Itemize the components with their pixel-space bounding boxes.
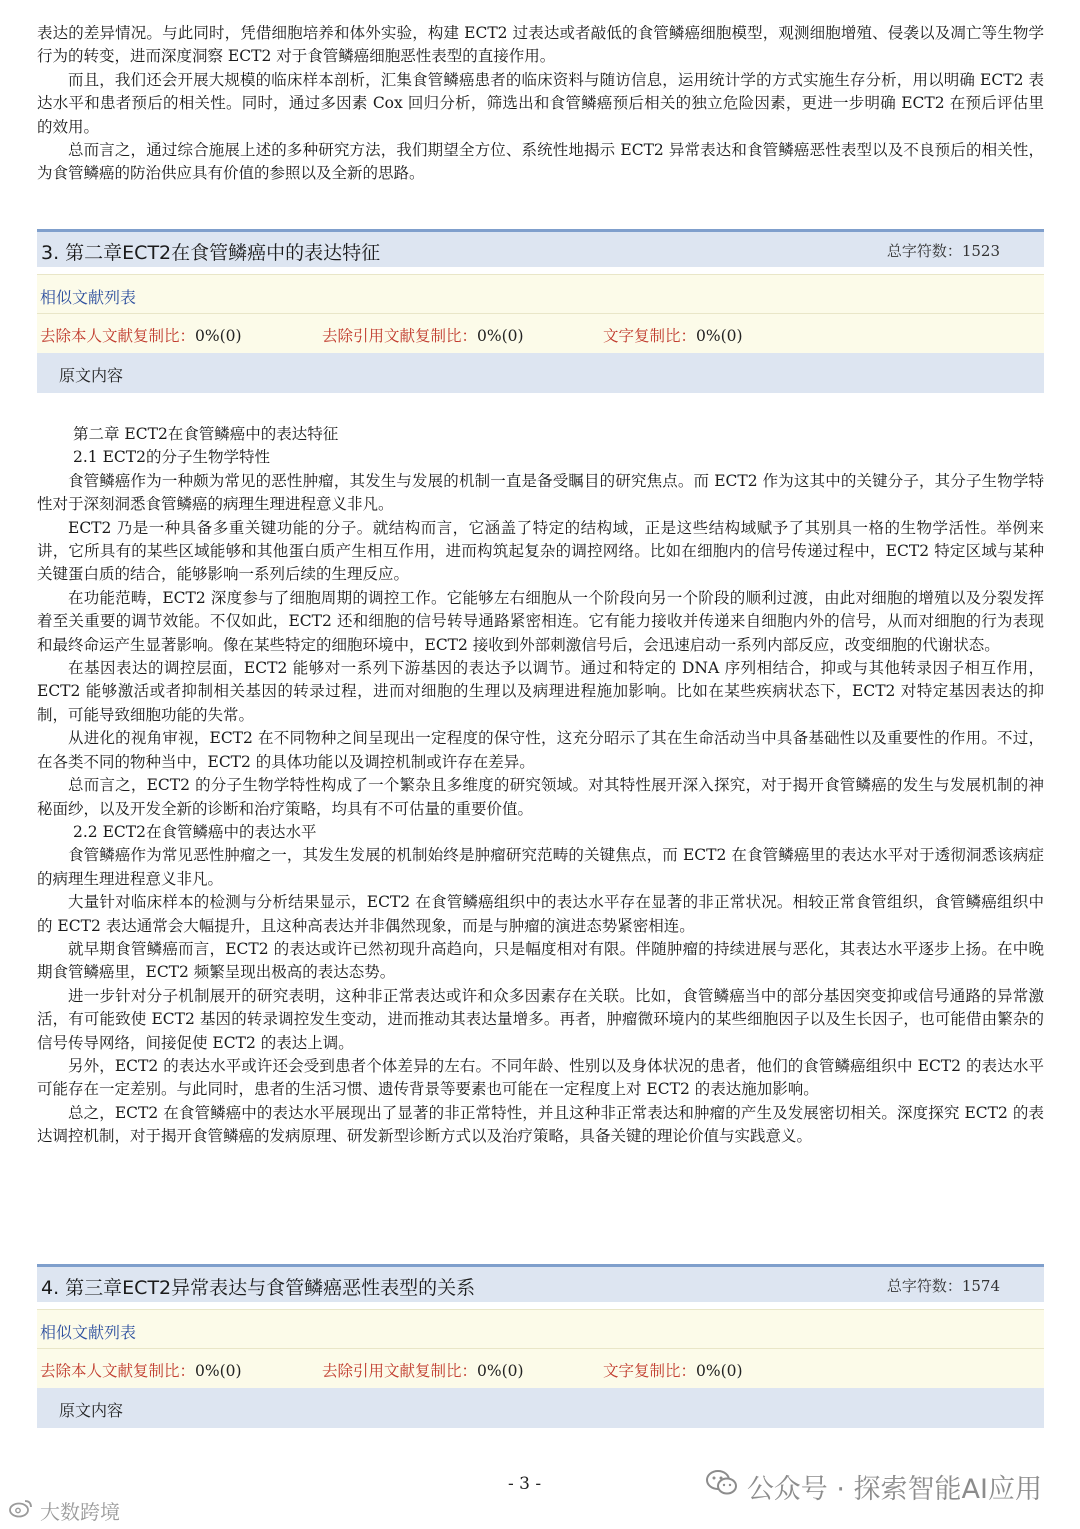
watermark-left-text: 大数跨境 bbox=[40, 1500, 120, 1524]
intro-paragraph: 总而言之，通过综合施展上述的多种研究方法，我们期望全方位、系统性地揭示 ECT2 异常表达和食管鳞癌恶性表型以及不良预后的相关性，为食管鳞癌的防治供应具有价值的参照以及全新的思路。 bbox=[37, 141, 1044, 183]
section-title: 4. 第三章ECT2异常表达与食管鳞癌恶性表型的关系 bbox=[41, 1277, 476, 1299]
similar-docs-row bbox=[37, 1309, 1044, 1349]
ratio-cited: 去除引用文献复制比：0%(0) bbox=[322, 327, 524, 345]
body-paragraph: 大量针对临床样本的检测与分析结果显示，ECT2 在食管鳞癌组织中的表达水平存在显著的非正常状况。相较正常食管组织，食管鳞癌组织中的 ECT2 表达通常会大幅提升，且这种高表达并非偶然现象，而是与肿瘤的演进态势紧密相连。 bbox=[37, 893, 1044, 935]
section-char-count: 总字符数：1523 bbox=[886, 242, 1000, 260]
ratio-row bbox=[37, 313, 1044, 353]
body-paragraph: 食管鳞癌作为一种颇为常见的恶性肿瘤，其发生与发展的机制一直是备受瞩目的研究焦点。而 ECT2 作为这其中的关键分子，其分子生物学特性对于深刻洞悉食管鳞癌的病理生理进程意义非凡。 bbox=[37, 471, 1044, 514]
original-content-row bbox=[37, 353, 1044, 393]
body-paragraph: 就早期食管鳞癌而言，ECT2 的表达或许已然初现升高趋向，只是幅度相对有限。伴随肿瘤的持续进展与恶化，其表达水平逐步上扬。在中晚期食管鳞癌里，ECT2 频繁呈现出极高的表达态势。 bbox=[37, 939, 1044, 982]
body-paragraph: 进一步针对分子机制展开的研究表明，这种非正常表达或许和众多因素存在关联。比如，食管鳞癌当中的部分基因突变抑或信号通路的异常激活，有可能致使 ECT2 基因的转录调控发生变动，进而推动其表达量增多。再者，肿瘤微环境内的某些细胞因子以及生长因子，也可能借由繁杂的信号传导网络，间接促使 ECT2 的表达上调。 bbox=[37, 986, 1044, 1052]
ratio-row bbox=[37, 1348, 1044, 1388]
intro-text bbox=[37, 22, 1044, 186]
similar-docs-row bbox=[37, 274, 1044, 314]
ratio-text: 文字复制比：0%(0) bbox=[603, 1362, 743, 1380]
original-content-row bbox=[37, 1388, 1044, 1428]
original-content-label: 原文内容 bbox=[59, 1401, 124, 1420]
ratio-cited: 去除引用文献复制比：0%(0) bbox=[322, 1362, 524, 1380]
similar-docs-link[interactable]: 相似文献列表 bbox=[40, 288, 137, 307]
ratio-text: 文字复制比：0%(0) bbox=[603, 327, 743, 345]
ratio-self: 去除本人文献复制比：0%(0) bbox=[40, 327, 242, 345]
weibo-icon bbox=[8, 1498, 34, 1523]
section-title: 3. 第二章ECT2在食管鳞癌中的表达特征 bbox=[41, 242, 381, 264]
body-paragraph: 食管鳞癌作为常见恶性肿瘤之一，其发生发展的机制始终是肿瘤研究范畴的关键焦点，而 ECT2 在食管鳞癌里的表达水平对于透彻洞悉该病症的病理生理进程意义非凡。 bbox=[37, 846, 1044, 888]
ratio-self: 去除本人文献复制比：0%(0) bbox=[40, 1362, 242, 1380]
body-paragraph: 从进化的视角审视，ECT2 在不同物种之间呈现出一定程度的保守性，这充分昭示了其在生命活动当中具备基础性以及重要性的作用。不过，在各类不同的物种当中，ECT2 的具体功能以及调控机制或许存在差异。 bbox=[37, 729, 1044, 771]
body-paragraph: 总而言之，ECT2 的分子生物学特性构成了一个繁杂且多维度的研究领域。对其特性展开深入探究，对于揭开食管鳞癌的发生与发展机制的神秘面纱，以及开发全新的诊断和治疗策略，均具有不可估量的重要价值。 bbox=[37, 776, 1044, 818]
watermark-right bbox=[705, 1467, 1042, 1506]
section-char-count: 总字符数：1574 bbox=[886, 1277, 1000, 1295]
intro-paragraph: 而且，我们还会开展大规模的临床样本剖析，汇集食管鳞癌患者的临床资料与随访信息，运用统计学的方式实施生存分析，用以明确 ECT2 表达水平和患者预后的相关性。同时，通过多因素 Cox 回归分析，筛选出和食管鳞癌预后相关的独立危险因素，更进一步明确 ECT2 在预后评估里的效用。 bbox=[37, 70, 1044, 136]
chapter-heading: 第二章 ECT2在食管鳞癌中的表达特征 bbox=[73, 425, 339, 443]
wechat-icon bbox=[705, 1468, 739, 1505]
body-paragraph: 总之，ECT2 在食管鳞癌中的表达水平展现出了显著的非正常特性，并且这种非正常表达和肿瘤的产生及发展密切相关。深度探究 ECT2 的表达调控机制，对于揭开食管鳞癌的发病原理、研发新型诊断方式以及治疗策略，具备关键的理论价值与实践意义。 bbox=[37, 1103, 1044, 1146]
watermark-right-text: 公众号 · 探索智能AI应用 bbox=[746, 1474, 1042, 1505]
section-body bbox=[37, 423, 1044, 1149]
body-paragraph: 另外，ECT2 的表达水平或许还会受到患者个体差异的左右。不同年龄、性别以及身体状况的患者，他们的食管鳞癌组织中 ECT2 的表达水平可能存在一定差别。与此同时，患者的生活习惯、遗传背景等要素也可能在一定程度上对 ECT2 的表达施加影响。 bbox=[37, 1056, 1044, 1099]
body-paragraph: 在基因表达的调控层面，ECT2 能够对一系列下游基因的表达予以调节。通过和特定的 DNA 序列相结合，抑或与其他转录因子相互作用，ECT2 能够激活或者抑制相关基因的转录过程，进而对细胞的生理以及病理进程施加影响。比如在某些疾病状态下，ECT2 对特定基因表达的抑制，可能导致细胞功能的失常。 bbox=[37, 659, 1044, 724]
body-paragraph: ECT2 乃是一种具备多重关键功能的分子。就结构而言，它涵盖了特定的结构域，正是这些结构域赋予了其别具一格的生物学活性。举例来讲，它所具有的某些区域能够和其他蛋白质产生相互作用，进而构筑起复杂的调控网络。比如在细胞内的信号传递过程中，ECT2 特定区域与某种关键蛋白质的结合，能够影响一系列后续的生理反应。 bbox=[37, 518, 1044, 584]
watermark-left bbox=[8, 1496, 120, 1525]
intro-paragraph: 表达的差异情况。与此同时，凭借细胞培养和体外实验，构建 ECT2 过表达或者敲低的食管鳞癌细胞模型，观测细胞增殖、侵袭以及凋亡等生物学行为的转变，进而深度洞察 ECT2 对于食管鳞癌细胞恶性表型的直接作用。 bbox=[37, 24, 1044, 66]
similar-docs-link[interactable]: 相似文献列表 bbox=[40, 1323, 137, 1342]
page-number: - 3 - bbox=[508, 1474, 542, 1494]
section-header bbox=[37, 229, 1044, 267]
subsection-heading: 2.1 ECT2的分子生物学特性 bbox=[73, 448, 270, 467]
body-paragraph: 在功能范畴，ECT2 深度参与了细胞周期的调控工作。它能够左右细胞从一个阶段向另一个阶段的顺利过渡，由此对细胞的增殖以及分裂发挥着至关重要的调节效能。不仅如此，ECT2 还和细胞的信号转导通路紧密相连。它有能力接收并传递来自细胞内外的信号，从而对细胞的行为表现和最终命运产生显著影响。像在某些特定的细胞环境中，ECT2 接收到外部刺激信号后，会迅速启动一系列内部反应，改变细胞的代谢状态。 bbox=[37, 588, 1044, 654]
subsection-heading: 2.2 ECT2在食管鳞癌中的表达水平 bbox=[73, 822, 317, 841]
original-content-label: 原文内容 bbox=[59, 366, 124, 385]
section-header bbox=[37, 1264, 1044, 1302]
